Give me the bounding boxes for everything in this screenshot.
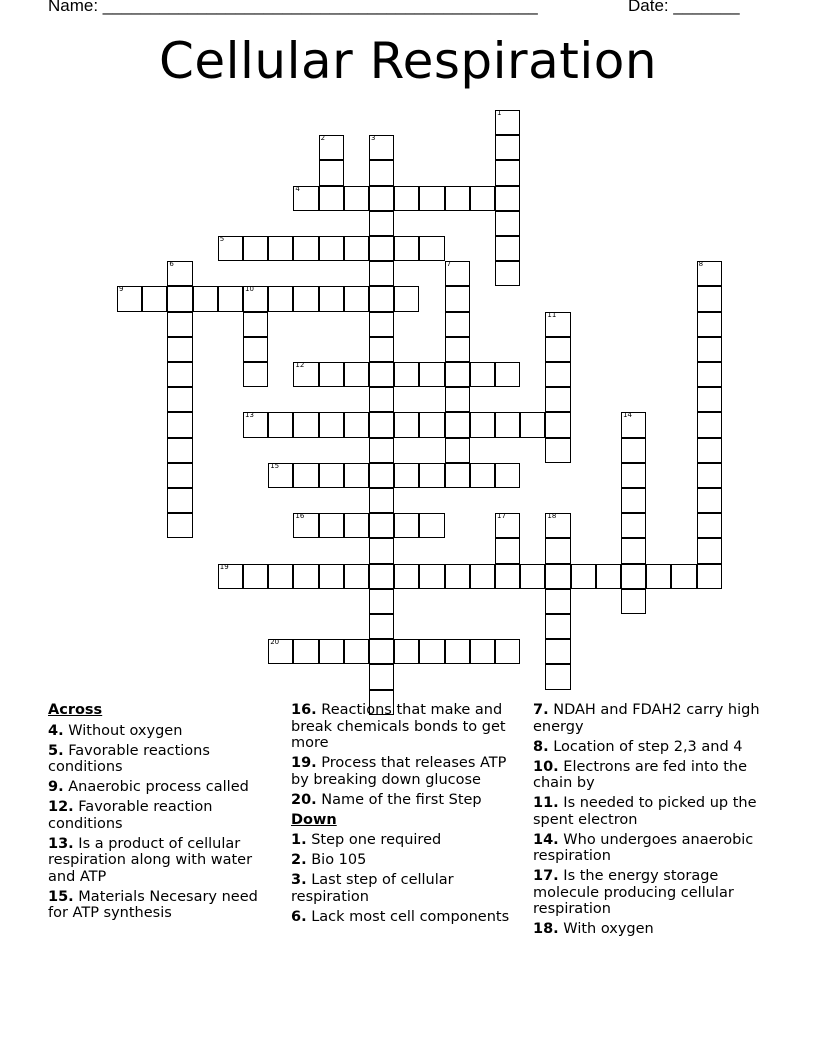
clues-column-1 [48, 702, 276, 925]
crossword-cell[interactable] [319, 639, 344, 664]
crossword-cell[interactable] [344, 412, 369, 437]
crossword-cell[interactable] [445, 186, 470, 211]
crossword-cell[interactable] [419, 362, 444, 387]
crossword-cell[interactable] [293, 463, 318, 488]
clue-number: 18 [547, 512, 557, 521]
crossword-cell[interactable] [671, 564, 696, 589]
clues-column-3 [533, 702, 761, 941]
clue-number: 7 [446, 260, 452, 269]
down-clue: 11. Is needed to picked up the spent electron [533, 795, 757, 828]
crossword-cell[interactable] [445, 337, 470, 362]
crossword-cell[interactable] [218, 564, 243, 589]
crossword-cell[interactable] [545, 664, 570, 689]
crossword-cell[interactable] [470, 362, 495, 387]
crossword-cell[interactable] [495, 186, 520, 211]
crossword-cell[interactable] [167, 312, 192, 337]
clues-column-2 [291, 702, 519, 929]
down-clue: 10. Electrons are fed into the chain by [533, 758, 748, 791]
crossword-cell[interactable] [697, 362, 722, 387]
crossword-cell[interactable] [319, 236, 344, 261]
across-heading: Across [48, 702, 103, 718]
crossword-cell[interactable] [218, 286, 243, 311]
crossword-cell[interactable] [646, 564, 671, 589]
crossword-cell[interactable] [445, 261, 470, 286]
crossword-cell[interactable] [697, 286, 722, 311]
across-clue: 15. Materials Necesary need for ATP synthesis [48, 888, 258, 921]
across-clue: 13. Is a product of cellular respiration along with water and ATP [48, 835, 253, 885]
crossword-cell[interactable] [369, 286, 394, 311]
crossword-cell[interactable] [243, 286, 268, 311]
crossword-cell[interactable] [545, 362, 570, 387]
clue-number: 14 [623, 411, 632, 420]
crossword-cell[interactable] [697, 564, 722, 589]
crossword-cell[interactable] [697, 337, 722, 362]
crossword-cell[interactable] [697, 538, 722, 563]
down-heading: Down [291, 811, 337, 828]
crossword-cell[interactable] [319, 135, 344, 160]
crossword-cell[interactable] [319, 286, 344, 311]
crossword-cell[interactable] [268, 236, 293, 261]
crossword-cell[interactable] [369, 236, 394, 261]
crossword-cell[interactable] [319, 160, 344, 185]
crossword-cell[interactable] [495, 463, 520, 488]
clue-number: 9 [119, 285, 124, 294]
crossword-cell[interactable] [470, 564, 495, 589]
crossword-cell[interactable] [369, 614, 394, 639]
crossword-cell[interactable] [697, 438, 722, 463]
crossword-cell[interactable] [394, 236, 419, 261]
crossword-cell[interactable] [394, 286, 419, 311]
crossword-cell[interactable] [369, 488, 394, 513]
clue-number: 4 [295, 184, 300, 193]
crossword-cell[interactable] [268, 412, 293, 437]
crossword-cell[interactable] [344, 639, 369, 664]
crossword-cell[interactable] [243, 312, 268, 337]
crossword-cell[interactable] [520, 564, 545, 589]
crossword-cell[interactable] [495, 513, 520, 538]
crossword-cell[interactable] [545, 614, 570, 639]
crossword-cell[interactable] [344, 236, 369, 261]
crossword-cell[interactable] [545, 312, 570, 337]
crossword-cell[interactable] [319, 186, 344, 211]
crossword-cell[interactable] [243, 412, 268, 437]
crossword-cell[interactable] [445, 286, 470, 311]
crossword-cell[interactable] [621, 589, 646, 614]
crossword-cell[interactable] [369, 538, 394, 563]
crossword-cell[interactable] [697, 513, 722, 538]
crossword-cell[interactable] [495, 412, 520, 437]
clue-number: 6 [169, 260, 174, 269]
crossword-cell[interactable] [394, 463, 419, 488]
crossword-cell[interactable] [495, 211, 520, 236]
crossword-cell[interactable] [571, 564, 596, 589]
crossword-cell[interactable] [243, 236, 268, 261]
across-clue: 16. Reactions that make and break chemicals bonds to get more [291, 702, 506, 751]
crossword-cell[interactable] [167, 488, 192, 513]
crossword-cell[interactable] [369, 513, 394, 538]
crossword-cell[interactable] [167, 513, 192, 538]
crossword-cell[interactable] [319, 362, 344, 387]
across-clue: 20. Name of the first Step [291, 791, 482, 808]
crossword-cell[interactable] [495, 362, 520, 387]
crossword-cell[interactable] [697, 261, 722, 286]
crossword-cell[interactable] [545, 639, 570, 664]
crossword-cell[interactable] [142, 286, 167, 311]
crossword-cell[interactable] [319, 564, 344, 589]
down-clue: 8. Location of step 2,3 and 4 [533, 738, 743, 755]
down-clue: 18. With oxygen [533, 921, 654, 937]
crossword-cell[interactable] [293, 186, 318, 211]
crossword-cell[interactable] [545, 589, 570, 614]
crossword-cell[interactable] [369, 564, 394, 589]
crossword-cell[interactable] [394, 412, 419, 437]
across-clue: 4. Without oxygen [48, 722, 183, 739]
crossword-cell[interactable] [621, 412, 646, 437]
crossword-cell[interactable] [369, 589, 394, 614]
crossword-cell[interactable] [470, 463, 495, 488]
down-clue: 7. NDAH and FDAH2 carry high energy [533, 702, 760, 735]
clue-number: 12 [295, 361, 305, 369]
crossword-cell[interactable] [319, 463, 344, 488]
across-clue: 19. Process that releases ATP by breaking down glucose [291, 755, 507, 788]
crossword-cell[interactable] [369, 362, 394, 387]
crossword-cell[interactable] [445, 564, 470, 589]
across-clue: 5. Favorable reactions conditions [48, 742, 210, 775]
clue-number: 8 [698, 260, 704, 269]
crossword-cell[interactable] [268, 639, 293, 664]
down-clue: 17. Is the energy storage molecule producing cellular respiration [533, 868, 734, 917]
page-title: Cellular Respiration [158, 32, 658, 90]
crossword-cell[interactable] [495, 160, 520, 185]
crossword-cell[interactable] [167, 261, 192, 286]
crossword-cell[interactable] [545, 564, 570, 589]
crossword-cell[interactable] [167, 286, 192, 311]
crossword-cell[interactable] [470, 639, 495, 664]
down-clue: 14. Who undergoes anaerobic respiration [533, 831, 754, 864]
crossword-cell[interactable] [293, 236, 318, 261]
crossword-cell[interactable] [344, 513, 369, 538]
crossword-cell[interactable] [369, 135, 394, 160]
clue-number: 5 [219, 235, 225, 243]
crossword-cell[interactable] [167, 463, 192, 488]
crossword-cell[interactable] [293, 639, 318, 664]
crossword-cell[interactable] [545, 538, 570, 563]
crossword-cell[interactable] [596, 564, 621, 589]
clue-number: 15 [270, 461, 280, 470]
crossword-cell[interactable] [394, 564, 419, 589]
crossword-cell[interactable] [268, 463, 293, 488]
down-clue: 6. Lack most cell components [291, 908, 510, 925]
crossword-cell[interactable] [495, 564, 520, 589]
crossword-cell[interactable] [369, 261, 394, 286]
crossword-cell[interactable] [218, 236, 243, 261]
clue-number: 3 [371, 134, 376, 143]
crossword-cell[interactable] [167, 337, 192, 362]
crossword-cell[interactable] [369, 337, 394, 362]
clue-number: 17 [497, 512, 506, 521]
crossword-cell[interactable] [445, 438, 470, 463]
crossword-cell[interactable] [419, 564, 444, 589]
clue-number: 20 [270, 638, 280, 647]
crossword-cell[interactable] [243, 564, 268, 589]
crossword-cell[interactable] [621, 488, 646, 513]
crossword-cell[interactable] [621, 564, 646, 589]
crossword-cell[interactable] [167, 412, 192, 437]
clue-number: 11 [547, 310, 557, 319]
crossword-cell[interactable] [369, 211, 394, 236]
crossword-cell[interactable] [369, 463, 394, 488]
crossword-cell[interactable] [167, 362, 192, 387]
crossword-cell[interactable] [369, 664, 394, 689]
crossword-cell[interactable] [293, 513, 318, 538]
crossword-cell[interactable] [697, 387, 722, 412]
crossword-cell[interactable] [117, 286, 142, 311]
crossword-cell[interactable] [193, 286, 218, 311]
crossword-cell[interactable] [520, 412, 545, 437]
crossword-cell[interactable] [369, 312, 394, 337]
clue-number: 13 [245, 411, 254, 420]
crossword-cell[interactable] [495, 135, 520, 160]
crossword-cell[interactable] [445, 412, 470, 437]
crossword-cell[interactable] [268, 286, 293, 311]
crossword-cell[interactable] [293, 412, 318, 437]
crossword-cell[interactable] [394, 186, 419, 211]
crossword-cell[interactable] [167, 387, 192, 412]
clue-number: 10 [245, 285, 254, 294]
crossword-cell[interactable] [445, 639, 470, 664]
crossword-cell[interactable] [167, 438, 192, 463]
down-clue: 1. Step one required [291, 832, 442, 848]
crossword-cell[interactable] [319, 513, 344, 538]
crossword-cell[interactable] [293, 362, 318, 387]
crossword-cell[interactable] [445, 387, 470, 412]
crossword-cell[interactable] [545, 387, 570, 412]
across-clue: 9. Anaerobic process called [48, 779, 249, 795]
clue-number: 16 [295, 512, 305, 521]
crossword-cell[interactable] [419, 463, 444, 488]
crossword-cell[interactable] [621, 538, 646, 563]
crossword-cell[interactable] [419, 639, 444, 664]
across-clue: 12. Favorable reaction conditions [48, 799, 213, 832]
crossword-cell[interactable] [369, 186, 394, 211]
crossword-cell[interactable] [419, 513, 444, 538]
crossword-cell[interactable] [495, 236, 520, 261]
crossword-cell[interactable] [319, 412, 344, 437]
crossword-cell[interactable] [369, 160, 394, 185]
crossword-cell[interactable] [293, 286, 318, 311]
crossword-cell[interactable] [369, 639, 394, 664]
crossword-cell[interactable] [445, 312, 470, 337]
down-clue: 3. Last step of cellular respiration [291, 872, 454, 905]
crossword-cell[interactable] [495, 538, 520, 563]
name-field-label: Name: ______________________________________________ [48, 0, 538, 15]
crossword-cell[interactable] [419, 412, 444, 437]
crossword-cell[interactable] [470, 412, 495, 437]
clue-number: 19 [219, 562, 229, 571]
crossword-cell[interactable] [495, 110, 520, 135]
crossword-cell[interactable] [394, 362, 419, 387]
crossword-cell[interactable] [394, 513, 419, 538]
crossword-cell[interactable] [545, 337, 570, 362]
crossword-cell[interactable] [621, 513, 646, 538]
crossword-cell[interactable] [545, 412, 570, 437]
crossword-cell[interactable] [369, 387, 394, 412]
crossword-cell[interactable] [268, 564, 293, 589]
crossword-cell[interactable] [344, 286, 369, 311]
crossword-cell[interactable] [697, 412, 722, 437]
crossword-cell[interactable] [394, 639, 419, 664]
crossword-cell[interactable] [344, 362, 369, 387]
crossword-cell[interactable] [344, 463, 369, 488]
crossword-cell[interactable] [369, 438, 394, 463]
crossword-cell[interactable] [445, 362, 470, 387]
crossword-cell[interactable] [470, 186, 495, 211]
clue-number: 1 [497, 109, 502, 117]
crossword-cell[interactable] [344, 186, 369, 211]
crossword-cell[interactable] [697, 463, 722, 488]
crossword-cell[interactable] [344, 564, 369, 589]
clue-number: 2 [320, 134, 326, 143]
crossword-cell[interactable] [419, 236, 444, 261]
crossword-cell[interactable] [621, 438, 646, 463]
crossword-cell[interactable] [293, 564, 318, 589]
crossword-cell[interactable] [243, 362, 268, 387]
crossword-cell[interactable] [621, 463, 646, 488]
date-field-label: Date: _______ [628, 0, 740, 15]
crossword-cell[interactable] [545, 438, 570, 463]
crossword-cell[interactable] [419, 186, 444, 211]
crossword-cell[interactable] [545, 513, 570, 538]
crossword-cell[interactable] [495, 261, 520, 286]
crossword-cell[interactable] [445, 463, 470, 488]
crossword-cell[interactable] [369, 412, 394, 437]
crossword-cell[interactable] [495, 639, 520, 664]
down-clue: 2. Bio 105 [291, 852, 367, 868]
crossword-cell[interactable] [697, 312, 722, 337]
crossword-cell[interactable] [243, 337, 268, 362]
crossword-cell[interactable] [697, 488, 722, 513]
